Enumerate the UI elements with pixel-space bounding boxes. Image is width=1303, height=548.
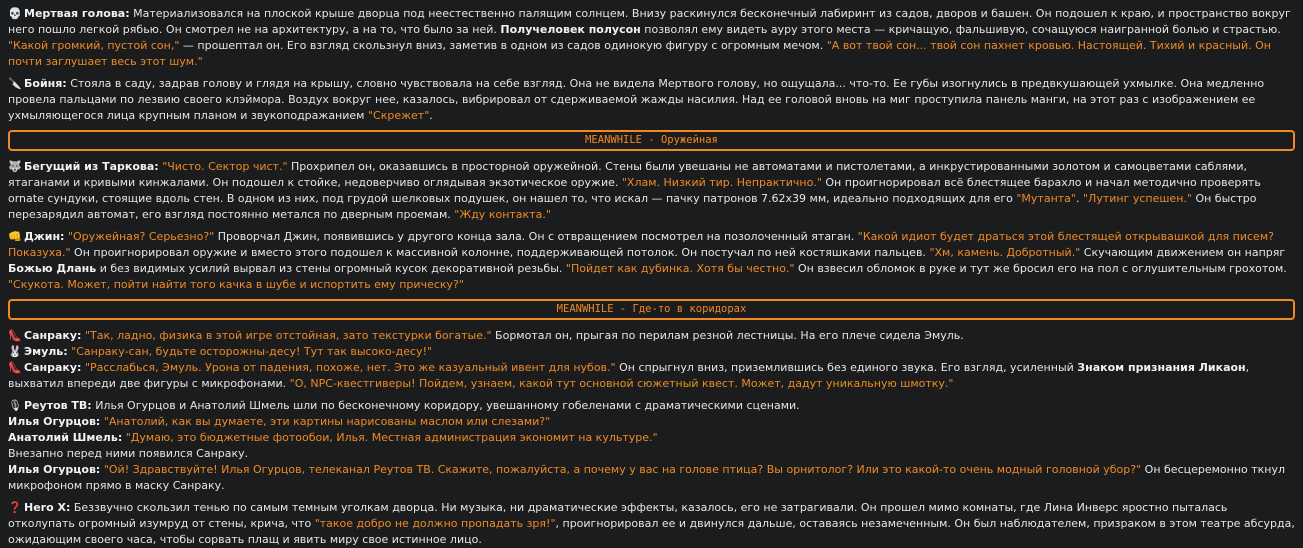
high-heel-icon: 👠 [8, 329, 22, 342]
question-mark-icon: ❓ [8, 501, 22, 514]
message-line [8, 328, 1295, 344]
speaker-name: Получеловек полусон [500, 23, 641, 36]
skull-icon: 💀 [8, 7, 22, 20]
message-line [8, 414, 1295, 430]
narration-text: Он спрыгнул вниз, приземлившись без единого звука. Его взгляд, усиленный [615, 361, 1078, 374]
narration-text: Он проигнорировал оружие и вместо этого подошел к массивной колонне, поддерживающей потолок. Он постучал по ней костяшками пальцев. [70, 246, 930, 259]
message-line [8, 344, 1295, 360]
quoted-speech: "Ой! Здравствуйте! Илья Огурцов, телеканал Реутов ТВ. Скажите, пожалуйста, а почему у вас на голове птица? Вы орнитолог? Или это какой-то очень модный головной убор?" [103, 463, 1142, 476]
message-paragraph [8, 76, 1295, 124]
narration-text: Бормотал он, прыгая по перилам резной лестницы. На его плече сидела Эмуль. [491, 329, 964, 342]
quoted-speech: "Санраку-сан, будьте осторожны-десу! Тут так высоко-десу!" [71, 345, 433, 358]
quoted-speech: "такое добро не должно пропадать зря!" [314, 517, 556, 530]
narration-text: Скучающим движением он напряг [1080, 246, 1286, 259]
rabbit-icon: 🐰 [8, 345, 22, 358]
message-paragraph [8, 229, 1295, 293]
speaker-name: Реутов ТВ: [24, 399, 92, 412]
speaker-name: Бойня: [24, 77, 67, 90]
message-group [8, 328, 1295, 392]
quoted-speech: "Какой идиот будет драться этой блестящей открывашкой для писем? Показуха." [8, 230, 1274, 259]
narration-text: Он проигнорировал всё блестящее барахло и начал методично проверять ornate сундуки, стоящие вдоль стен. В одном из них, под грудой шелковых подушек, он нашел то, что искал — пачку патронов 7.62x39 мм, идеально подходящих для его [8, 176, 1261, 205]
quoted-speech: "Скрежет" [367, 109, 430, 122]
narration-text: Внезапно перед ними появился Санраку. [8, 447, 249, 460]
narration-text: Материализовался на плоской крыше дворца под неестественно палящим солнцем. Внизу раскинулся бесконечный лабиринт из садов, дворов и башен. Он подошел к краю, и пространство вокруг него пошло легкой рябью. Он смотрел не на архитектуру, а на то, что было за ней. [8, 7, 1291, 36]
narration-text: Он быстро перезарядил автомат, его взгляд постоянно метался по дверным проемам. [8, 192, 1257, 221]
quoted-speech: "А вот твой сон... твой сон пахнет кровью. Настоящей. Тихий и красный. Он почти заглушает весь этот шум." [8, 39, 1271, 68]
narration-text: Беззвучно скользил тенью по самым темным уголкам дворца. Ни музыка, ни драматические эффекты, казалось, его не затрагивали. Он прошел мимо комнаты, где Лина Инверс яростно пыталась отколупать огромный изумруд от стены, крича, что [8, 501, 1228, 530]
quoted-speech: "Хм, камень. Добротный." [929, 246, 1081, 259]
narration-text: , проигнорировал ее и двинулся дальше, оставаясь незамеченным. Он был наблюдателем, призраком в этом театре абсурда, ожидающим своего часа, чтобы сорвать плащ и явить миру свое истинное лицо. [8, 517, 1295, 546]
quoted-speech: "О, NPC-квестгиверы! Пойдем, узнаем, какой тут основной сюжетный квест. Может, дадут уникальную шмотку." [289, 377, 954, 390]
quoted-speech: "Хлам. Низкий тир. Непрактично." [621, 176, 822, 189]
quoted-speech: "Чисто. Сектор чист." [162, 160, 288, 173]
narration-text: позволял ему видеть ауру этого места — кричащую, фальшивую, сочащуюся наигранной болью и страстью. [640, 23, 1281, 36]
message-paragraph [8, 159, 1295, 223]
narration-text: , выхватил впереди две фигуры с микрофонами. [8, 361, 1250, 390]
speaker-name: Санраку: [24, 361, 82, 374]
quoted-speech: "Какой громкий, пустой сон," [8, 39, 180, 52]
quoted-speech: "Расслабься, Эмуль. Урона от падения, похоже, нет. Это же казуальный ивент для нубов." [84, 361, 616, 374]
message-paragraph [8, 6, 1295, 70]
narration-text: Проворчал Джин, появившись у другого конца зала. Он с отвращением посмотрел на позолоченный ятаган. [214, 230, 858, 243]
narration-text: Илья Огурцов и Анатолий Шмель шли по бесконечному коридору, увешанному гобеленами с драматическими сценами. [91, 399, 800, 412]
high-heel-icon: 👠 [8, 361, 22, 374]
meanwhile-banner: MEANWHILE - Оружейная [8, 130, 1295, 151]
narration-text: . [1075, 192, 1083, 205]
speaker-name: Джин: [24, 230, 65, 243]
speaker-name: Анатолий Шмель: [8, 431, 123, 444]
message-line [8, 446, 1295, 462]
narration-text: — прошептал он. Его взгляд скользнул вниз, заметив в одном из садов одинокую фигуру с огромным мечом. [179, 39, 827, 52]
quoted-speech: "Мутанта" [1016, 192, 1076, 205]
message-line [8, 430, 1295, 446]
message-line [8, 398, 1295, 414]
quoted-speech: "Оружейная? Серьезно?" [67, 230, 215, 243]
message-line [8, 360, 1295, 392]
speaker-name: Мертвая голова: [24, 7, 130, 20]
speaker-name: Знаком признания Ликаон [1077, 361, 1246, 374]
speaker-name: Илья Огурцов: [8, 415, 101, 428]
speaker-name: Божью Длань [8, 262, 97, 275]
quoted-speech: "Лутинг успешен." [1082, 192, 1192, 205]
quoted-speech: "Пойдет как дубинка. Хотя бы честно." [565, 262, 795, 275]
speaker-name: Эмуль: [24, 345, 68, 358]
microphone-icon: 🎙 [8, 399, 22, 412]
speaker-name: Hero X: [24, 501, 71, 514]
message-line [8, 462, 1295, 494]
fist-icon: 👊 [8, 230, 22, 243]
wolf-icon: 🐺 [8, 160, 22, 173]
knife-icon: 🔪 [8, 77, 22, 90]
quoted-speech: "Так, ладно, физика в этой игре отстойная, зато текстурки богатые." [84, 329, 492, 342]
meanwhile-banner: MEANWHILE - Где-то в коридорах [8, 299, 1295, 320]
quoted-speech: "Жду контакта." [454, 208, 551, 221]
narration-text: Он бесцеремонно ткнул микрофоном прямо в маску Санраку. [8, 463, 1286, 492]
message-group [8, 398, 1295, 494]
narration-text: Он взвесил обломок в руке и тут же бросил его на пол с оглушительным грохотом. [794, 262, 1287, 275]
quoted-speech: "Скукота. Может, пойти найти того качка в шубе и испортить ему прическу?" [8, 278, 464, 291]
speaker-name: Санраку: [24, 329, 82, 342]
speaker-name: Бегущий из Таркова: [24, 160, 159, 173]
speaker-name: Илья Огурцов: [8, 463, 101, 476]
narration-text: и без видимых усилий вырвал из стены огромный кусок декоративной резьбы. [96, 262, 566, 275]
narration-text: Прохрипел он, оказавшись в просторной оружейной. Стены были увешаны не автоматами и пистолетами, а инкрустированными золотом и самоцветами саблями, ятаганами и кривыми кинжалами. Он подошел к стойке, недоверчиво оглядывая экзотическое оружие. [8, 160, 1248, 189]
narration-text: . [429, 109, 433, 122]
quoted-speech: "Думаю, это бюджетные фотообои, Илья. Местная администрация экономит на культуре." [125, 431, 658, 444]
quoted-speech: "Анатолий, как вы думаете, эти картины нарисованы маслом или слезами?" [103, 415, 551, 428]
narration-text: Стояла в саду, задрав голову и глядя на крышу, словно чувствовала на себе взгляд. Она не видела Мертвого голову, но ощущала... что-то. Ее губы изогнулись в предвкушающей ухмылке. Она медленно провела пальцами по лезвию своего клэймора. Воздух вокруг нее, казалось, вибрировал от сдерживаемой жажды насилия. Над ее головой вновь на миг проступила панель манги, на этот раз с изображением ее ухмыляющегося лица крупным планом и звукоподражанием [8, 77, 1265, 122]
